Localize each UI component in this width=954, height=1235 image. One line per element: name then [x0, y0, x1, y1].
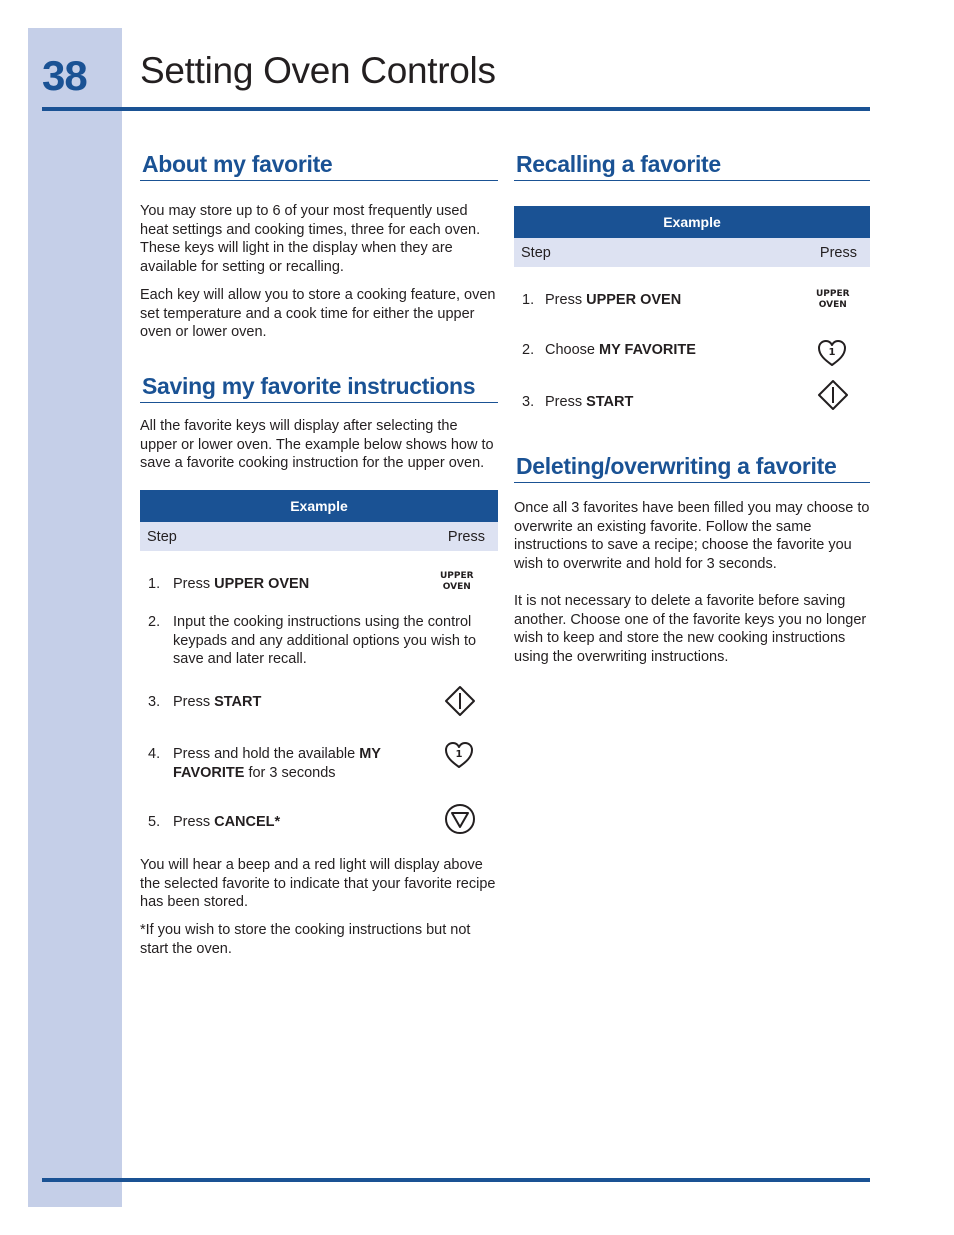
step-number: 3.	[522, 394, 535, 410]
top-rule	[42, 107, 870, 111]
table-col-step: Step	[521, 244, 551, 261]
bottom-rule	[42, 1178, 870, 1182]
saving-after-paragraph: You will hear a beep and a red light will display above the selected favorite to indicate that your favorite recipe has been stored.	[140, 857, 496, 911]
table-title: Example	[514, 206, 870, 238]
about-paragraph-1: You may store up to 6 of your most frequently used heat settings and cooking times, three for each oven. These keys will light in the display when they are available for setting or recalling.	[140, 203, 481, 276]
upper-oven-key-icon: UPPER OVEN	[440, 571, 474, 593]
start-diamond-icon	[444, 685, 476, 717]
step-number: 4.	[148, 746, 161, 763]
favorite-heart-1-icon	[444, 741, 474, 769]
page-number: 38	[42, 52, 87, 99]
side-band	[28, 28, 122, 1207]
deleting-paragraph-2: It is not necessary to delete a favorite before saving another. Choose one of the favorite keys you no longer wish to keep and store the new cooking instructions using the overwriting instructions.	[514, 592, 867, 665]
saving-heading: Saving my favorite instructions	[140, 370, 498, 403]
about-paragraph-2: Each key will allow you to store a cooking feature, oven set temperature and a cook time for either the upper oven or lower oven.	[140, 286, 496, 341]
about-heading: About my favorite	[140, 148, 498, 181]
step-text: Input the cooking instructions using the control keypads and any additional options you wish to save and later recall.	[173, 614, 477, 668]
recalling-example-table	[514, 206, 870, 267]
favorite-heart-1-icon	[817, 339, 847, 367]
deleting-heading: Deleting/overwriting a favorite	[514, 450, 870, 483]
saving-intro: All the favorite keys will display after selecting the upper or lower oven. The example below shows how to save a favorite cooking instruction for the upper oven.	[140, 417, 494, 472]
step-text: Press START	[545, 394, 634, 410]
start-diamond-icon	[817, 379, 849, 411]
step-text: Press UPPER OVEN	[173, 576, 310, 593]
table-col-press: Press	[819, 244, 857, 261]
saving-example-table	[140, 490, 498, 551]
step-text: Press START	[173, 694, 262, 711]
right-column	[514, 148, 870, 667]
table-col-step: Step	[147, 528, 177, 545]
step-number: 5.	[148, 814, 161, 831]
left-column	[140, 148, 498, 959]
page-title: Setting Oven Controls	[140, 50, 496, 91]
upper-oven-key-icon: UPPER OVEN	[816, 289, 850, 310]
step-number: 1.	[148, 576, 161, 593]
table-col-press: Press	[447, 528, 485, 545]
step-number: 2.	[522, 342, 535, 358]
step-text: Choose MY FAVORITE	[545, 342, 696, 358]
step-number: 2.	[148, 614, 161, 631]
step-number: 1.	[522, 292, 535, 308]
step-text: Press UPPER OVEN	[545, 292, 682, 308]
cancel-triangle-icon	[444, 803, 476, 835]
step-number: 3.	[148, 694, 161, 711]
recalling-steps	[514, 267, 870, 437]
recalling-heading: Recalling a favorite	[514, 148, 870, 181]
deleting-paragraph-1: Once all 3 favorites have been filled you may choose to overwrite an existing favorite. Follow the same instructions to save a recipe; choose the favorite you wish to overwrite and hold for 3 seconds.	[514, 500, 870, 573]
step-text: Press CANCEL*	[173, 814, 281, 831]
table-title: Example	[140, 490, 498, 522]
svg-text:1: 1	[455, 749, 463, 761]
step-text: Press and hold the available MY FAVORITE for 3 seconds	[173, 746, 381, 781]
saving-footnote: *If you wish to store the cooking instructions but not start the oven.	[140, 922, 471, 957]
saving-steps	[140, 551, 498, 847]
svg-text:1: 1	[828, 347, 836, 358]
